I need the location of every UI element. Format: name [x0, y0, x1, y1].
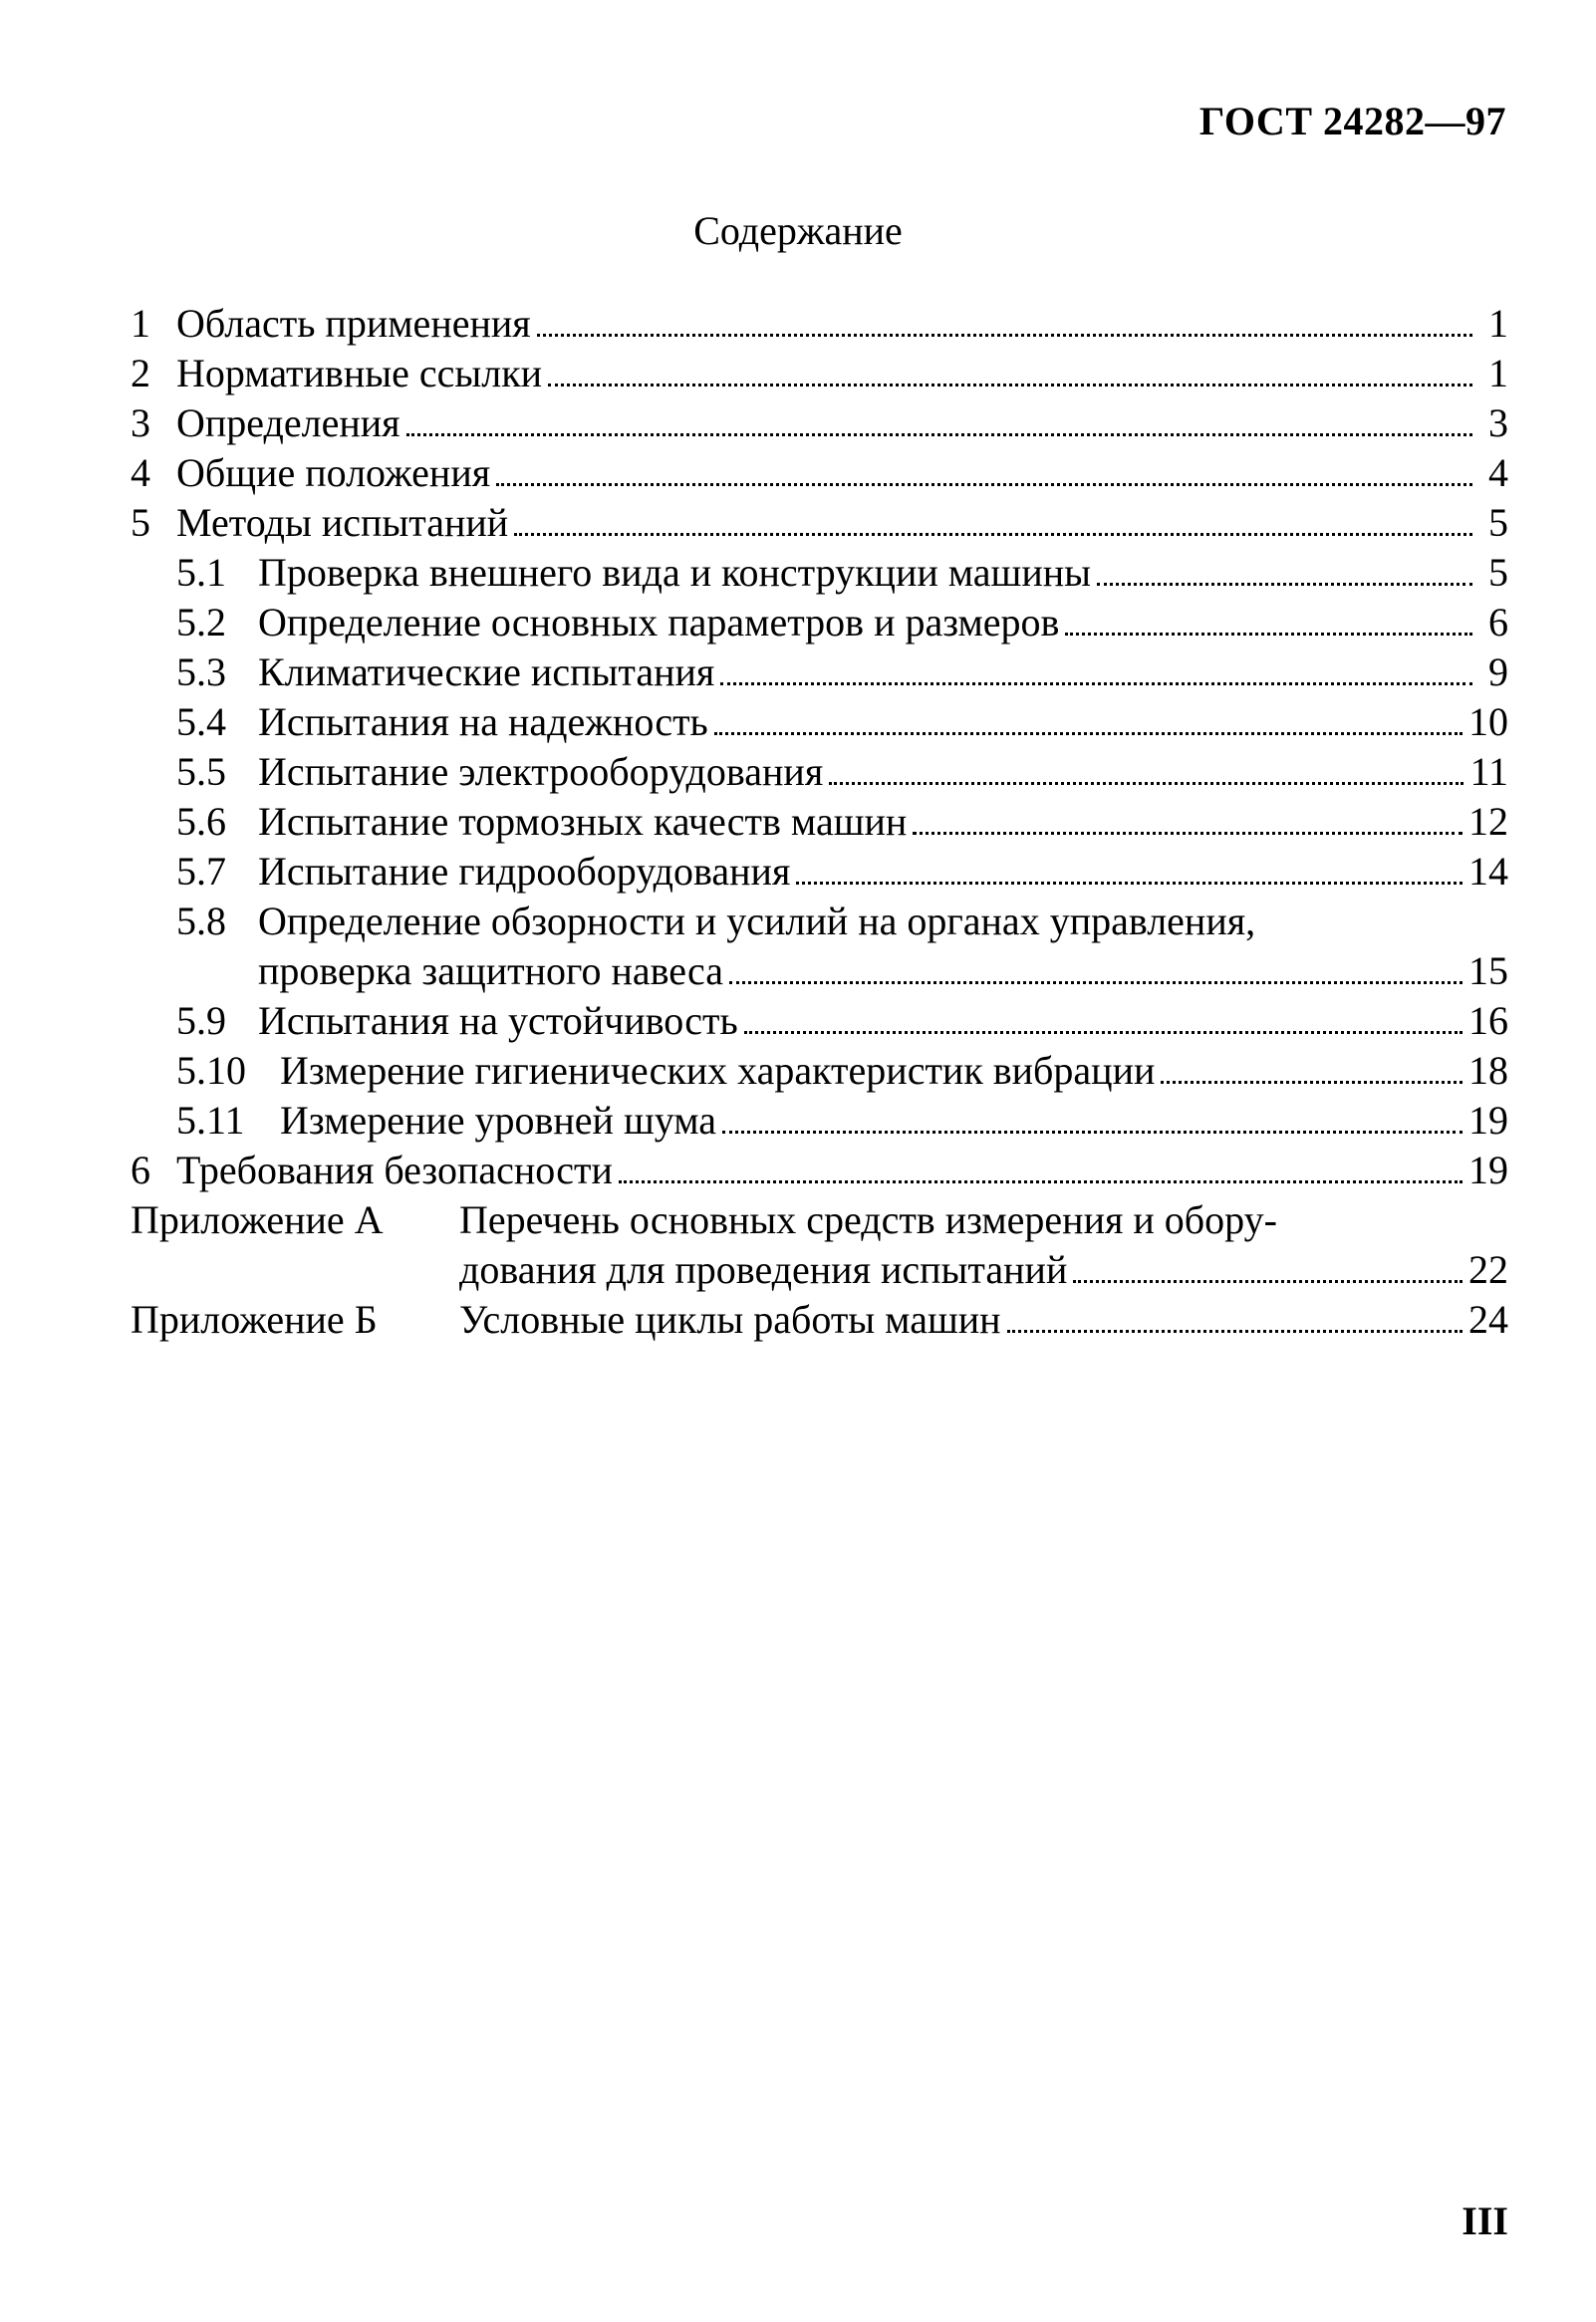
toc-entry-number: 5.8 — [176, 899, 226, 943]
toc-entry-label: Проверка внешнего вида и конструкции машины — [258, 550, 1092, 595]
toc-entry-page: 19 — [1468, 1148, 1508, 1192]
toc-appendix-number: Приложение Б — [131, 1297, 378, 1342]
dot-leader — [1073, 1280, 1463, 1283]
toc-entry-label-line1: Перечень основных средств измерения и обору- — [459, 1197, 1277, 1242]
dot-leader — [744, 1031, 1463, 1034]
toc-entry-label: Методы испытаний — [176, 500, 509, 545]
toc-entry[interactable] — [131, 697, 1508, 747]
toc-entry-number: 3 — [131, 400, 150, 445]
toc-entry-page: 5 — [1488, 550, 1508, 595]
toc-entry-label-line2: дования для проведения испытаний — [459, 1247, 1068, 1292]
toc-entry-page: 11 — [1469, 749, 1508, 794]
toc-entry[interactable] — [131, 647, 1508, 697]
toc-entry-number: 1 — [131, 301, 150, 346]
dot-leader — [913, 832, 1463, 835]
toc-entry-page: 3 — [1488, 400, 1508, 445]
toc-entry-label: Область применения — [176, 301, 531, 346]
toc-entry-page: 14 — [1468, 849, 1508, 894]
toc-entry-page: 12 — [1468, 799, 1508, 844]
toc-entry-label: Определения — [176, 400, 400, 445]
toc-entry-page: 9 — [1488, 649, 1508, 694]
toc-entry-number: 5.2 — [176, 600, 226, 645]
dot-leader — [514, 533, 1472, 536]
dot-leader — [406, 433, 1472, 436]
toc-entry-number: 6 — [131, 1148, 150, 1192]
toc-entry-number: 5.1 — [176, 550, 226, 595]
toc-entry-continuation[interactable] — [131, 946, 1508, 996]
toc-entry-label: Измерение уровней шума — [280, 1098, 717, 1143]
toc-entry-number: 5.7 — [176, 849, 226, 894]
toc-entry-page: 10 — [1468, 699, 1508, 744]
toc-entry-label: Испытание тормозных качеств машин — [258, 799, 908, 844]
dot-leader — [1161, 1081, 1463, 1084]
toc-entry[interactable] — [131, 1295, 1508, 1345]
toc-entry-label: Нормативные ссылки — [176, 351, 543, 395]
toc-entry-label: Определение основных параметров и размеров — [258, 600, 1060, 645]
dot-leader — [1097, 583, 1472, 586]
toc-entry-number: 5.10 — [176, 1048, 246, 1093]
dot-leader — [548, 384, 1472, 387]
toc-entry-number: 5.3 — [176, 649, 226, 694]
toc-title: Содержание — [693, 208, 903, 253]
toc-entry-number: 5.6 — [176, 799, 226, 844]
table-of-contents — [131, 299, 1508, 1345]
toc-entry[interactable] — [131, 498, 1508, 548]
toc-entry-number: 5 — [131, 500, 150, 545]
toc-entry-label: Испытание электрооборудования — [258, 749, 824, 794]
toc-entry-label: Климатические испытания — [258, 649, 715, 694]
dot-leader — [720, 682, 1472, 685]
dot-leader — [714, 732, 1463, 735]
toc-entry-number: 5.11 — [176, 1098, 245, 1143]
dot-leader — [796, 882, 1463, 885]
toc-entry-page: 22 — [1468, 1247, 1508, 1292]
toc-entry-page: 24 — [1468, 1297, 1508, 1342]
toc-entry-number: 4 — [131, 450, 150, 495]
page-number: III — [1462, 2198, 1508, 2243]
toc-entry[interactable] — [131, 398, 1508, 448]
toc-entry-page: 4 — [1488, 450, 1508, 495]
toc-entry-page: 16 — [1468, 998, 1508, 1043]
toc-entry[interactable] — [131, 897, 1508, 946]
toc-entry[interactable] — [131, 548, 1508, 598]
toc-entry-label: Испытания на надежность — [258, 699, 708, 744]
document-id: ГОСТ 24282—97 — [1198, 99, 1506, 143]
toc-entry-page: 19 — [1468, 1098, 1508, 1143]
toc-entry-label: Общие положения — [176, 450, 491, 495]
dot-leader — [829, 782, 1463, 785]
toc-entry-number: 5.9 — [176, 998, 226, 1043]
toc-entry[interactable] — [131, 797, 1508, 847]
toc-entry[interactable] — [131, 1195, 1508, 1245]
dot-leader — [496, 483, 1472, 486]
toc-entry-label: Испытание гидрооборудования — [258, 849, 791, 894]
toc-entry-page: 1 — [1488, 351, 1508, 395]
toc-entry-number: 2 — [131, 351, 150, 395]
toc-entry-page: 18 — [1468, 1048, 1508, 1093]
dot-leader — [1007, 1330, 1463, 1333]
toc-entry-label: Измерение гигиенических характеристик вибрации — [280, 1048, 1156, 1093]
toc-entry-label-line1: Определение обзорности и усилий на органах управления, — [258, 899, 1256, 943]
toc-entry-page: 6 — [1488, 600, 1508, 645]
toc-entry[interactable] — [131, 448, 1508, 498]
toc-entry[interactable] — [131, 1046, 1508, 1096]
toc-entry-page: 1 — [1488, 301, 1508, 346]
toc-entry[interactable] — [131, 349, 1508, 398]
toc-entry[interactable] — [131, 598, 1508, 647]
toc-entry-label: Требования безопасности — [176, 1148, 613, 1192]
toc-entry-continuation[interactable] — [131, 1245, 1508, 1295]
dot-leader — [729, 981, 1463, 984]
toc-appendix-number: Приложение А — [131, 1197, 384, 1242]
dot-leader — [1065, 633, 1472, 636]
dot-leader — [722, 1131, 1463, 1134]
toc-entry-label: Испытания на устойчивость — [258, 998, 738, 1043]
toc-entry-label-line2: проверка защитного навеса — [258, 948, 724, 993]
toc-entry[interactable] — [131, 747, 1508, 797]
toc-entry-number: 5.5 — [176, 749, 226, 794]
toc-entry[interactable] — [131, 1146, 1508, 1195]
toc-entry[interactable] — [131, 299, 1508, 349]
dot-leader — [619, 1180, 1463, 1183]
toc-entry-label: Условные циклы работы машин — [459, 1297, 1001, 1342]
toc-entry-page: 5 — [1488, 500, 1508, 545]
dot-leader — [537, 334, 1472, 337]
toc-entry[interactable] — [131, 1096, 1508, 1146]
toc-entry[interactable] — [131, 847, 1508, 897]
toc-entry-number: 5.4 — [176, 699, 226, 744]
toc-entry[interactable] — [131, 996, 1508, 1046]
toc-entry-page: 15 — [1468, 948, 1508, 993]
